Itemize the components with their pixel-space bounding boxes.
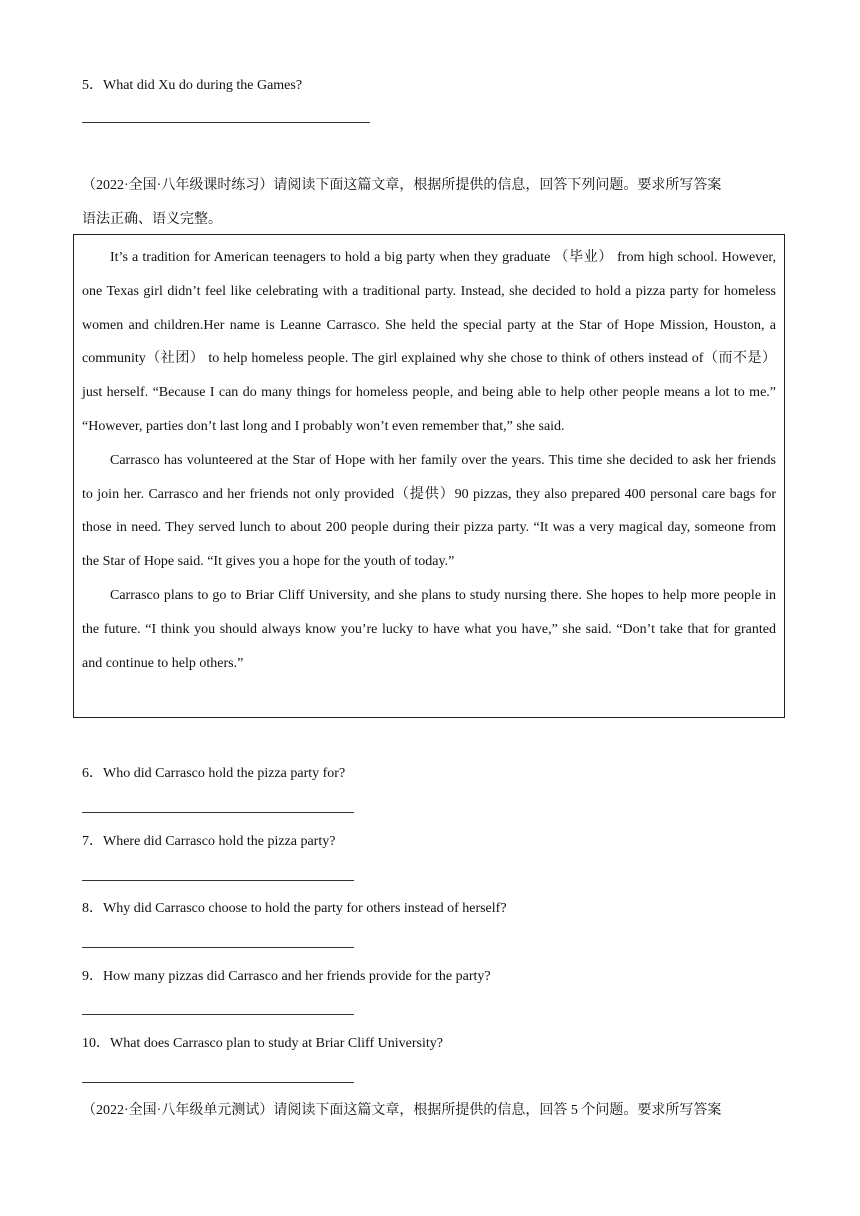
intro-line-1: （2022·全国·八年级课时练习）请阅读下面这篇文章，根据所提供的信息，回答下列问题。要求所写答案 — [82, 178, 722, 193]
passage-paragraph-2: Carrasco has volunteered at the Star of Hope with her family over the years. This time she decided to ask her friends to join her. Carrasco and her friends not only provided（提供）90 pizzas, they also prepared 400 personal care bags for those in need. They served lunch to about 200 people during their pizza party. “It was a very magical day, someone from the Star of Hope said. “It gives you a hope for the youth of today.” — [82, 452, 776, 570]
question-10: 10．What does Carrasco plan to study at Briar Cliff University? — [82, 1036, 443, 1051]
passage-box — [73, 234, 785, 718]
question-5: 5．What did Xu do during the Games? — [82, 78, 303, 93]
intro-line-2: 语法正确、语义完整。 — [82, 212, 222, 227]
passage-paragraph-3: Carrasco plans to go to Briar Cliff University, and she plans to study nursing there. She hopes to help more people in the future. “I think you should always know you’re lucky to have what you have,” she said. “Don’t take that for granted and continue to help others.” — [82, 587, 776, 671]
question-6: 6．Who did Carrasco hold the pizza party for? — [82, 766, 346, 781]
question-9: 9．How many pizzas did Carrasco and her friends provide for the party? — [82, 969, 491, 984]
answer-line-10[interactable] — [82, 1082, 354, 1083]
answer-line-6[interactable] — [82, 812, 354, 813]
answer-line-7[interactable] — [82, 880, 354, 881]
section-intro — [82, 169, 782, 237]
question-8: 8．Why did Carrasco choose to hold the party for others instead of herself? — [82, 901, 507, 916]
passage-paragraph-1: It’s a tradition for American teenagers to hold a big party when they graduate （毕业） from high school. However, one Texas girl didn’t feel like celebrating with a traditional party. Instead, she decided to hold a pizza party for homeless women and children.Her name is Leanne Carrasco. She held the special party at the Star of Hope Mission, Houston, a community（社团） to help homeless people. The girl explained why she chose to think of others instead of（而不是） just herself. “Because I can do many things for homeless people, and being able to help other people means a lot to me.” “However, parties don’t last long and I probably won’t even remember that,” she said. — [82, 250, 776, 434]
answer-line-8[interactable] — [82, 947, 354, 948]
answer-line-9[interactable] — [82, 1014, 354, 1015]
answer-line-5[interactable] — [82, 122, 370, 123]
section-2-intro: （2022·全国·八年级单元测试）请阅读下面这篇文章，根据所提供的信息，回答 5 个问题。要求所写答案 — [82, 1103, 722, 1118]
question-7: 7．Where did Carrasco hold the pizza party? — [82, 834, 336, 849]
